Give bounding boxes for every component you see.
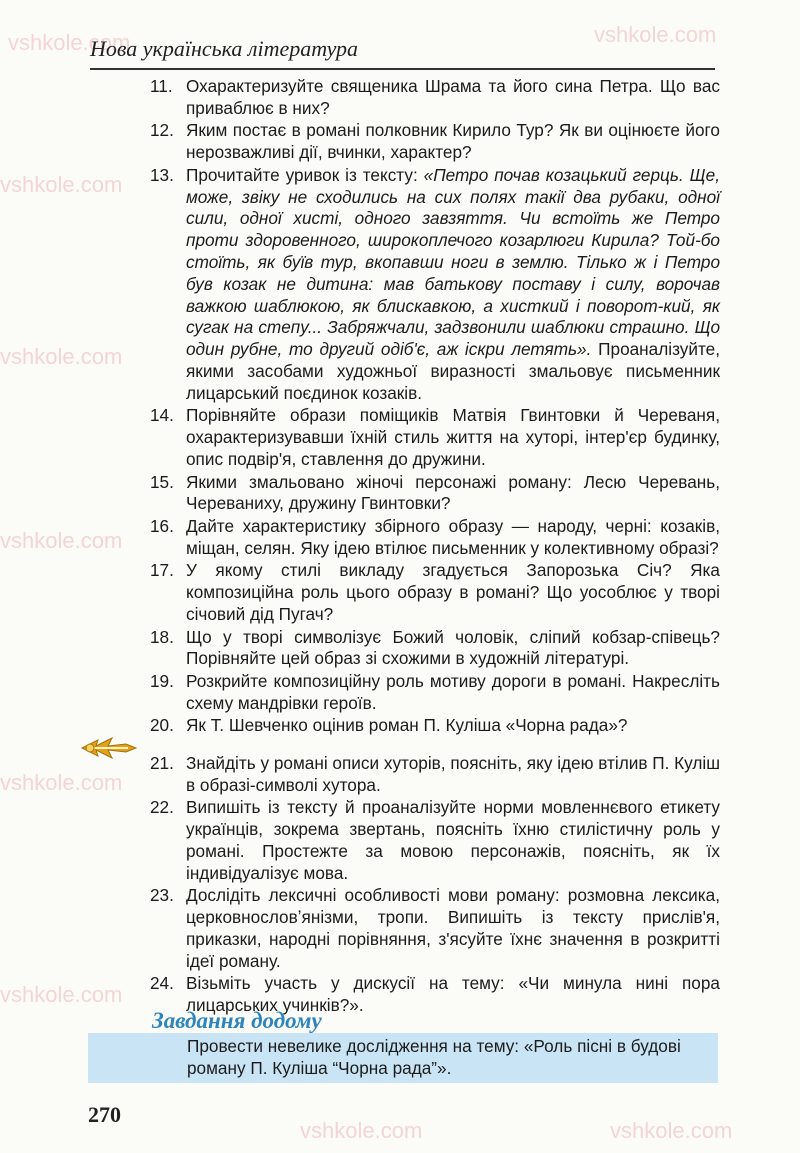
question-text: Знайдіть у романі описи хуторів, поясніть, яку ідею втілив П. Куліш в образі-символі хутора. — [186, 753, 721, 795]
golden-trident-icon — [78, 728, 140, 768]
watermark: vshkole.com — [0, 172, 123, 197]
question-text: Випишіть із тексту й проаналізуйте норми мовленнєвого етикету українців, зокрема звертань, поясніть їхню стилістичну роль у романі. Простежте за мовою персонажів, поясніть, як їх індивідуалізує мова. — [186, 797, 720, 883]
questions-list — [150, 76, 720, 1018]
question-number: 15. — [150, 471, 174, 492]
question-item — [150, 120, 720, 164]
question-item — [150, 715, 720, 737]
question-number: 21. — [150, 753, 174, 774]
question-item — [150, 885, 720, 972]
question-item — [150, 753, 720, 797]
question-number: 11. — [150, 76, 173, 96]
question-text: Візьміть участь у дискусії на тему: «Чи минула нині пора лицарських учинків?». — [186, 973, 720, 1016]
watermark: vshkole.com — [0, 982, 123, 1007]
question-number: 23. — [150, 885, 174, 906]
question-item — [150, 516, 720, 560]
question-number: 17. — [150, 560, 174, 581]
question-text: Порівняйте образи поміщиків Матвія Гвинтовки й Череваня, охарактеризувавши їхній стиль життя на хуторі, інтер'єр будинку, опис подвір'я, ставлення до дружини. — [186, 405, 720, 469]
question-text: Розкрийте композиційну роль мотиву дороги в романі. Накресліть схему мандрівки героїв. — [186, 670, 720, 713]
question-number: 14. — [150, 405, 174, 426]
watermark: vshkole.com — [594, 22, 717, 47]
watermark: vshkole.com — [0, 770, 123, 795]
homework-box — [88, 1033, 718, 1083]
question-item — [150, 627, 720, 671]
question-text: Яким постає в романі полковник Кирило Тур? Як ви оцінюєте його нерозважливі дії, вчинки, характер? — [186, 120, 720, 163]
watermark: vshkole.com — [8, 30, 131, 55]
question-number: 16. — [150, 515, 174, 536]
question-text: Як Т. Шевченко оцінив роман П. Куліша «Чорна рада»? — [186, 715, 628, 736]
question-number: 22. — [150, 797, 174, 818]
question-number: 20. — [150, 715, 174, 736]
question-item — [150, 472, 720, 516]
question-text — [186, 165, 720, 403]
question-item — [150, 76, 720, 120]
question-text: Дайте характеристику збірного образу — народу, черні: козаків, міщан, селян. Яку ідею втілює письменник у колективному образі? — [186, 515, 720, 558]
question-outro: Проаналізуйте, якими засобами художньої виразності змальовує письменник лицарський поєдинок козаків. — [186, 339, 720, 403]
question-item — [150, 671, 720, 715]
homework-heading: Завдання додому — [152, 1008, 322, 1033]
page-header — [90, 28, 715, 70]
question-number: 19. — [150, 670, 174, 691]
question-number: 12. — [150, 120, 174, 141]
watermark: vshkole.com — [0, 528, 123, 553]
question-text: Що у творі символізує Божий чоловік, сліпий кобзар-співець? Порівняйте цей образ зі схожими в художній літературі. — [186, 626, 720, 669]
page-number: 270 — [88, 1102, 121, 1127]
question-text: У якому стилі викладу згадується Запорозька Січ? Яка композиційна роль цього образу в романі? Що уособлює у творі січовий дід Пугач? — [186, 560, 720, 624]
homework-text: Провести невелике дослідження на тему: «Роль пісні в будові роману П. Куліша “Чорна рада”». — [187, 1036, 681, 1078]
question-quote: «Петро почав козацький герць. Ще, може, звіку не сходились на сих полях такії два рубаки, одної сили, одної хисті, одного завзяття. Чи встоїть же Петро проти здоровенного, широкоплечого козарлюги Кирила? Той-бо стоїть, як буїв тур, вкопавши ноги в землю. Тілько ж і Петро був козак не дитина: мав батькову поставу і силу, ворочав важкою шаблюкою, як блискавкою, а хисткий і поворот-кий, як сугак на степу... Забряжчали, задзвонили шаблюки страшно. Що один рубне, то другий одіб'є, аж іскри летять». — [186, 164, 720, 360]
question-item — [150, 560, 720, 625]
question-intro: Прочитайте уривок із тексту: — [186, 164, 424, 185]
question-text: Охарактеризуйте священика Шрама та його сина Петра. Що вас приваблює в них? — [186, 76, 720, 118]
question-number: 13. — [150, 164, 174, 185]
watermark: vshkole.com — [300, 1118, 423, 1143]
question-item — [150, 405, 720, 470]
question-number: 24. — [150, 973, 174, 994]
question-item — [150, 165, 720, 405]
question-text: Якими змальовано жіночі персонажі роману: Лесю Черевань, Череваниху, дружину Гвинтовки? — [186, 471, 720, 514]
question-text: Дослідіть лексичні особливості мови роману: розмовна лексика, церковнословʼянізми, тропи. Випишіть із тексту прислів'я, приказки, народні порівняння, з'ясуйте їхнє значення в розкритті ідеї роману. — [186, 885, 720, 971]
header-title: Нова українська література — [90, 36, 359, 61]
question-item — [150, 797, 720, 884]
watermark: vshkole.com — [0, 344, 123, 369]
watermark: vshkole.com — [610, 1118, 733, 1143]
question-number: 18. — [150, 626, 174, 647]
